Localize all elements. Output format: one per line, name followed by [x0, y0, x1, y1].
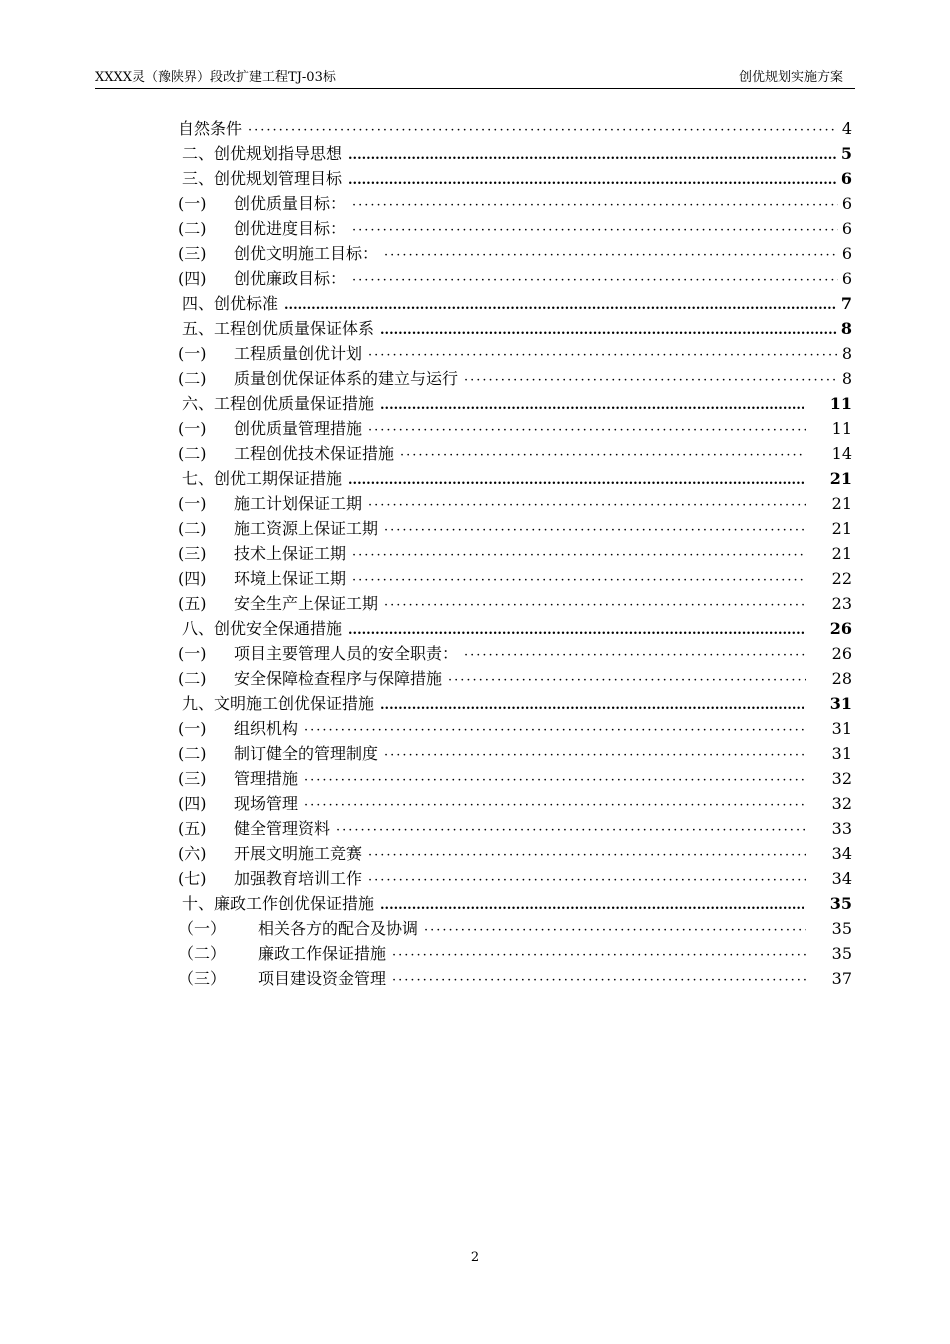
toc-entry-title: 十、廉政工作创优保证措施 [182, 894, 375, 913]
toc-entry-number: (七) [178, 869, 207, 888]
toc-entry-page: 37 [831, 969, 852, 988]
toc-entry[interactable] [178, 316, 852, 341]
toc-entry-title: 五、工程创优质量保证体系 [182, 319, 375, 338]
toc-entry-page: 21 [831, 544, 852, 563]
toc-dot-leader [348, 168, 837, 193]
toc-entry[interactable] [178, 141, 852, 166]
toc-entry[interactable] [178, 616, 852, 641]
toc-entry-page: 22 [831, 569, 852, 588]
toc-entry[interactable] [178, 241, 852, 266]
toc-dot-leader [352, 268, 838, 293]
toc-entry-number: (六) [178, 844, 207, 863]
toc-entry-number: （三） [178, 969, 227, 988]
toc-entry-number: (二) [178, 744, 207, 763]
toc-entry-title: 相关各方的配合及协调 [258, 919, 419, 938]
toc-dot-leader [464, 368, 838, 393]
toc-dot-leader [424, 918, 806, 943]
toc-entry-title: 现场管理 [234, 794, 299, 813]
toc-dot-leader [304, 718, 806, 743]
toc-dot-leader [368, 868, 806, 893]
toc-entry[interactable] [178, 266, 852, 291]
toc-dot-leader [352, 543, 806, 568]
toc-dot-leader [384, 743, 806, 768]
toc-dot-leader [368, 418, 806, 443]
toc-dot-leader [304, 793, 806, 818]
toc-entry-title: 安全生产上保证工期 [234, 594, 379, 613]
toc-entry-title: 健全管理资料 [234, 819, 331, 838]
toc-entry-page: 11 [829, 394, 852, 413]
toc-entry-number: (三) [178, 544, 207, 563]
toc-entry[interactable] [178, 816, 852, 841]
toc-entry-page: 31 [831, 719, 852, 738]
toc-entry-title: 创优廉政目标： [234, 269, 347, 288]
toc-entry-title: 组织机构 [234, 719, 299, 738]
toc-entry[interactable] [178, 866, 852, 891]
toc-entry-title: 质量创优保证体系的建立与运行 [234, 369, 459, 388]
toc-dot-leader [384, 593, 806, 618]
toc-entry[interactable] [178, 341, 852, 366]
toc-entry[interactable] [178, 791, 852, 816]
toc-entry-title: 七、创优工期保证措施 [182, 469, 343, 488]
toc-entry[interactable] [178, 766, 852, 791]
toc-entry-page: 31 [831, 744, 852, 763]
toc-entry[interactable] [178, 691, 852, 716]
toc-entry-number: (四) [178, 569, 207, 588]
toc-entry-number: (四) [178, 269, 207, 288]
toc-dot-leader [352, 193, 838, 218]
toc-entry[interactable] [178, 591, 852, 616]
toc-entry-title: 环境上保证工期 [234, 569, 347, 588]
toc-entry-page: 8 [841, 344, 852, 363]
toc-entry-title: 技术上保证工期 [234, 544, 347, 563]
toc-entry[interactable] [178, 641, 852, 666]
toc-entry-title: 创优文明施工目标： [234, 244, 379, 263]
toc-dot-leader [348, 468, 804, 493]
toc-entry-page: 8 [841, 369, 852, 388]
toc-entry-number: (一) [178, 494, 207, 513]
toc-dot-leader [368, 343, 838, 368]
toc-entry-title: 施工计划保证工期 [234, 494, 363, 513]
toc-entry[interactable] [178, 841, 852, 866]
toc-dot-leader [380, 393, 804, 418]
toc-dot-leader [368, 493, 806, 518]
toc-dot-leader [304, 768, 806, 793]
toc-entry-page: 8 [840, 319, 852, 338]
toc-entry[interactable] [178, 391, 852, 416]
header-project-title: XXXX灵（豫陕界）段改扩建工程TJ-03标 [95, 70, 336, 85]
toc-entry-title: 安全保障检查程序与保障措施 [234, 669, 443, 688]
toc-entry-number: (一) [178, 644, 207, 663]
toc-entry-page: 21 [831, 519, 852, 538]
toc-entry-number: (五) [178, 819, 207, 838]
toc-entry-number: (一) [178, 344, 207, 363]
toc-entry-page: 32 [831, 769, 852, 788]
toc-entry-title: 自然条件 [178, 119, 243, 138]
toc-entry[interactable] [178, 191, 852, 216]
toc-entry-page: 28 [831, 669, 852, 688]
toc-entry-title: 创优质量目标： [234, 194, 347, 213]
toc-entry-page: 35 [831, 919, 852, 938]
toc-entry[interactable] [178, 416, 852, 441]
toc-entry[interactable] [178, 566, 852, 591]
toc-entry-page: 35 [831, 944, 852, 963]
toc-entry-page: 5 [840, 144, 852, 163]
toc-dot-leader [384, 243, 838, 268]
toc-entry-page: 6 [841, 244, 852, 263]
toc-dot-leader [336, 818, 806, 843]
toc-dot-leader [448, 668, 806, 693]
table-of-contents [178, 116, 852, 991]
toc-entry-page: 6 [841, 194, 852, 213]
toc-entry-title: 施工资源上保证工期 [234, 519, 379, 538]
toc-entry[interactable] [178, 941, 852, 966]
toc-entry-number: （二） [178, 944, 227, 963]
toc-entry-page: 21 [829, 469, 852, 488]
toc-entry[interactable] [178, 916, 852, 941]
toc-entry-number: （一） [178, 919, 227, 938]
toc-entry-number: (二) [178, 369, 207, 388]
toc-entry-title: 管理措施 [234, 769, 299, 788]
toc-entry-number: (二) [178, 219, 207, 238]
toc-entry-title: 廉政工作保证措施 [258, 944, 387, 963]
toc-entry[interactable] [178, 741, 852, 766]
toc-entry[interactable] [178, 291, 852, 316]
toc-entry-page: 14 [831, 444, 852, 463]
toc-entry-number: (三) [178, 244, 207, 263]
toc-dot-leader [348, 618, 804, 643]
toc-entry-page: 6 [841, 269, 852, 288]
toc-dot-leader [380, 693, 804, 718]
toc-dot-leader [248, 118, 838, 143]
toc-dot-leader [352, 218, 838, 243]
toc-entry-number: (三) [178, 769, 207, 788]
toc-entry-title: 八、创优安全保通措施 [182, 619, 343, 638]
toc-entry[interactable] [178, 891, 852, 916]
toc-entry[interactable] [178, 466, 852, 491]
toc-entry-title: 加强教育培训工作 [234, 869, 363, 888]
toc-entry-page: 21 [831, 494, 852, 513]
toc-entry-page: 7 [840, 294, 852, 313]
toc-entry-number: (二) [178, 669, 207, 688]
toc-entry[interactable] [178, 491, 852, 516]
toc-entry-number: (一) [178, 719, 207, 738]
toc-entry-number: (五) [178, 594, 207, 613]
toc-entry-page: 31 [829, 694, 852, 713]
toc-entry[interactable] [178, 666, 852, 691]
toc-dot-leader [392, 968, 806, 993]
toc-entry-title: 创优进度目标： [234, 219, 347, 238]
toc-entry-title: 开展文明施工竞赛 [234, 844, 363, 863]
toc-dot-leader [352, 568, 806, 593]
toc-entry-title: 工程质量创优计划 [234, 344, 363, 363]
toc-entry-title: 项目建设资金管理 [258, 969, 387, 988]
page-number: 2 [470, 1250, 480, 1265]
toc-dot-leader [400, 443, 806, 468]
toc-entry-number: (二) [178, 519, 207, 538]
toc-dot-leader [348, 143, 837, 168]
toc-entry-title: 工程创优技术保证措施 [234, 444, 395, 463]
toc-dot-leader [464, 643, 806, 668]
toc-entry-page: 23 [831, 594, 852, 613]
toc-dot-leader [392, 943, 806, 968]
toc-dot-leader [380, 318, 837, 343]
toc-entry-number: (四) [178, 794, 207, 813]
toc-entry-page: 34 [831, 869, 852, 888]
toc-entry-page: 32 [831, 794, 852, 813]
toc-dot-leader [368, 843, 806, 868]
toc-entry[interactable] [178, 116, 852, 141]
toc-entry-page: 26 [829, 619, 852, 638]
toc-entry-title: 六、工程创优质量保证措施 [182, 394, 375, 413]
toc-dot-leader [384, 518, 806, 543]
header-document-title: 创优规划实施方案 [738, 70, 843, 85]
toc-entry-title: 创优质量管理措施 [234, 419, 363, 438]
toc-entry-number: (一) [178, 419, 207, 438]
toc-entry-number: (一) [178, 194, 207, 213]
toc-entry-title: 制订健全的管理制度 [234, 744, 379, 763]
toc-entry[interactable] [178, 716, 852, 741]
toc-dot-leader [380, 893, 804, 918]
toc-entry-page: 26 [831, 644, 852, 663]
page-header [95, 68, 855, 89]
toc-entry[interactable] [178, 966, 852, 991]
toc-entry-title: 九、文明施工创优保证措施 [182, 694, 375, 713]
toc-entry[interactable] [178, 366, 852, 391]
toc-entry-title: 项目主要管理人员的安全职责： [234, 644, 459, 663]
toc-dot-leader [284, 293, 837, 318]
toc-entry[interactable] [178, 166, 852, 191]
toc-entry-title: 四、创优标准 [182, 294, 279, 313]
toc-entry-page: 4 [841, 119, 852, 138]
toc-entry-page: 6 [841, 219, 852, 238]
toc-entry[interactable] [178, 216, 852, 241]
toc-entry[interactable] [178, 541, 852, 566]
toc-entry-page: 33 [831, 819, 852, 838]
toc-entry-title: 三、创优规划管理目标 [182, 169, 343, 188]
toc-entry-page: 6 [840, 169, 852, 188]
toc-entry-title: 二、创优规划指导思想 [182, 144, 343, 163]
toc-entry[interactable] [178, 441, 852, 466]
toc-entry-number: (二) [178, 444, 207, 463]
toc-entry[interactable] [178, 516, 852, 541]
toc-entry-page: 35 [829, 894, 852, 913]
toc-entry-page: 34 [831, 844, 852, 863]
toc-entry-page: 11 [831, 419, 852, 438]
